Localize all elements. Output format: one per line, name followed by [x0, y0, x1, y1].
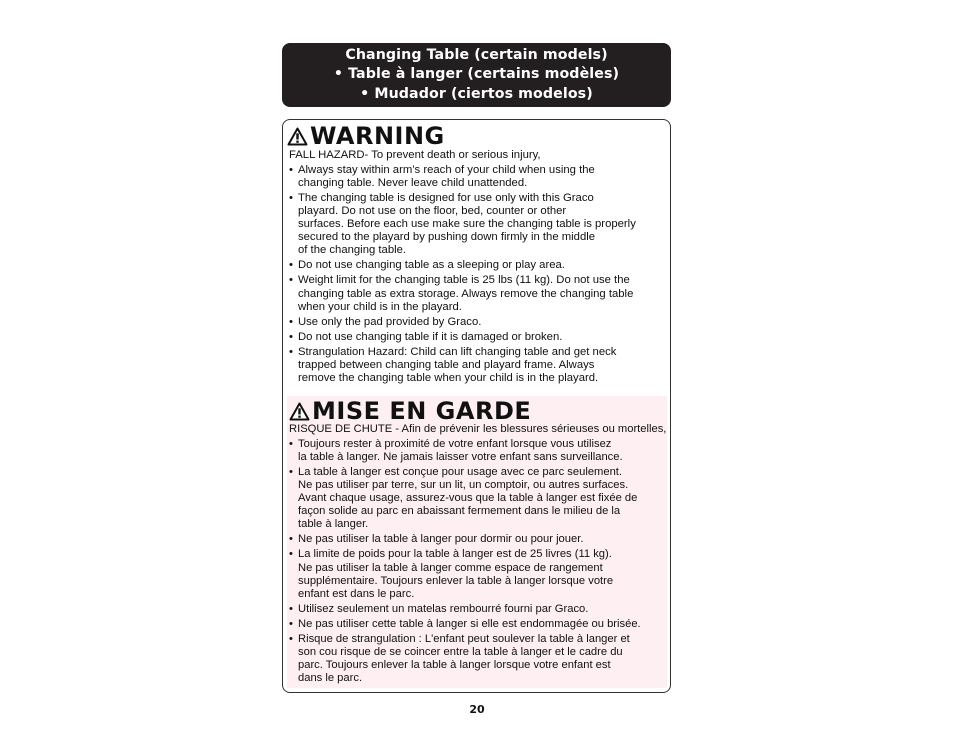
- warning-box: [282, 119, 671, 693]
- warning-title: WARNING: [310, 122, 445, 150]
- section-title-banner: [282, 43, 671, 107]
- warning-intro: FALL HAZARD- To prevent death or serious injury,: [289, 149, 541, 161]
- banner-title-es: • Mudador (ciertos modelos): [360, 85, 593, 102]
- warning-heading: [287, 120, 445, 152]
- banner-title-fr: • Table à langer (certains modèles): [333, 66, 620, 83]
- list-item: • Do not use changing table as a sleeping or play area.: [289, 259, 636, 272]
- mise-en-garde-text: [289, 423, 666, 687]
- warning-triangle-icon: [287, 127, 308, 146]
- list-item: • Risque de strangulation : L'enfant peut soulever la table à langer et son cou risque de se coincer entre la table à langer et le cadre du parc. Toujours enlever la table à langer lorsque votre enfant est dans le parc.: [289, 633, 666, 685]
- list-item: • La table à langer est conçue pour usage avec ce parc seulement. Ne pas utiliser par terre, sur un lit, un comptoir, ou autres surfaces. Avant chaque usage, assurez-vous que la table à langer est fixée de façon solide au parc en abaissant fermement dans le milieu de la table à langer.: [289, 466, 666, 531]
- mise-en-garde-heading: [289, 396, 531, 426]
- list-item: • Always stay within arm’s reach of your child when using the changing table. Never leave child unattended.: [289, 164, 636, 190]
- mise-en-garde-title: MISE EN GARDE: [312, 397, 532, 425]
- banner-title-en: Changing Table (certain models): [345, 46, 608, 63]
- list-item: • Ne pas utiliser la table à langer pour dormir ou pour jouer.: [289, 533, 666, 546]
- warning-section-english: [283, 120, 670, 395]
- list-item: • Weight limit for the changing table is 25 lbs (11 kg). Do not use the changing table as extra storage. Always remove the changing table when your child is in the playard.: [289, 274, 636, 313]
- list-item: • Toujours rester à proximité de votre enfant lorsque vous utilisez la table à langer. Ne jamais laisser votre enfant sans surveillance.: [289, 438, 666, 464]
- warning-triangle-icon: [289, 402, 310, 421]
- warning-text: [289, 149, 636, 387]
- list-item: • Do not use changing table if it is damaged or broken.: [289, 331, 636, 344]
- list-item: • La limite de poids pour la table à langer est de 25 livres (11 kg). Ne pas utiliser la table à langer comme espace de rangement supplémentaire. Toujours enlever la table à langer lorsque votre enfant est dans le parc.: [289, 548, 666, 600]
- list-item: • Utilisez seulement un matelas rembourré fourni par Graco.: [289, 603, 666, 616]
- page-number: 20: [469, 703, 485, 716]
- list-item: • The changing table is designed for use only with this Graco playard. Do not use on the floor, bed, counter or other surfaces. Before each use make sure the changing table is properly secured to the playard by pushing down firmly in the middle of the changing table.: [289, 192, 636, 257]
- list-item: • Ne pas utiliser cette table à langer si elle est endommagée ou brisée.: [289, 618, 666, 631]
- mise-en-garde-intro: RISQUE DE CHUTE - Afin de prévenir les blessures sérieuses ou mortelles,: [289, 423, 667, 435]
- list-item: • Strangulation Hazard: Child can lift changing table and get neck trapped between changing table and playard frame. Always remove the changing table when your child is in the playard.: [289, 346, 636, 385]
- warning-section-french: [287, 396, 667, 688]
- list-item: • Use only the pad provided by Graco.: [289, 316, 636, 329]
